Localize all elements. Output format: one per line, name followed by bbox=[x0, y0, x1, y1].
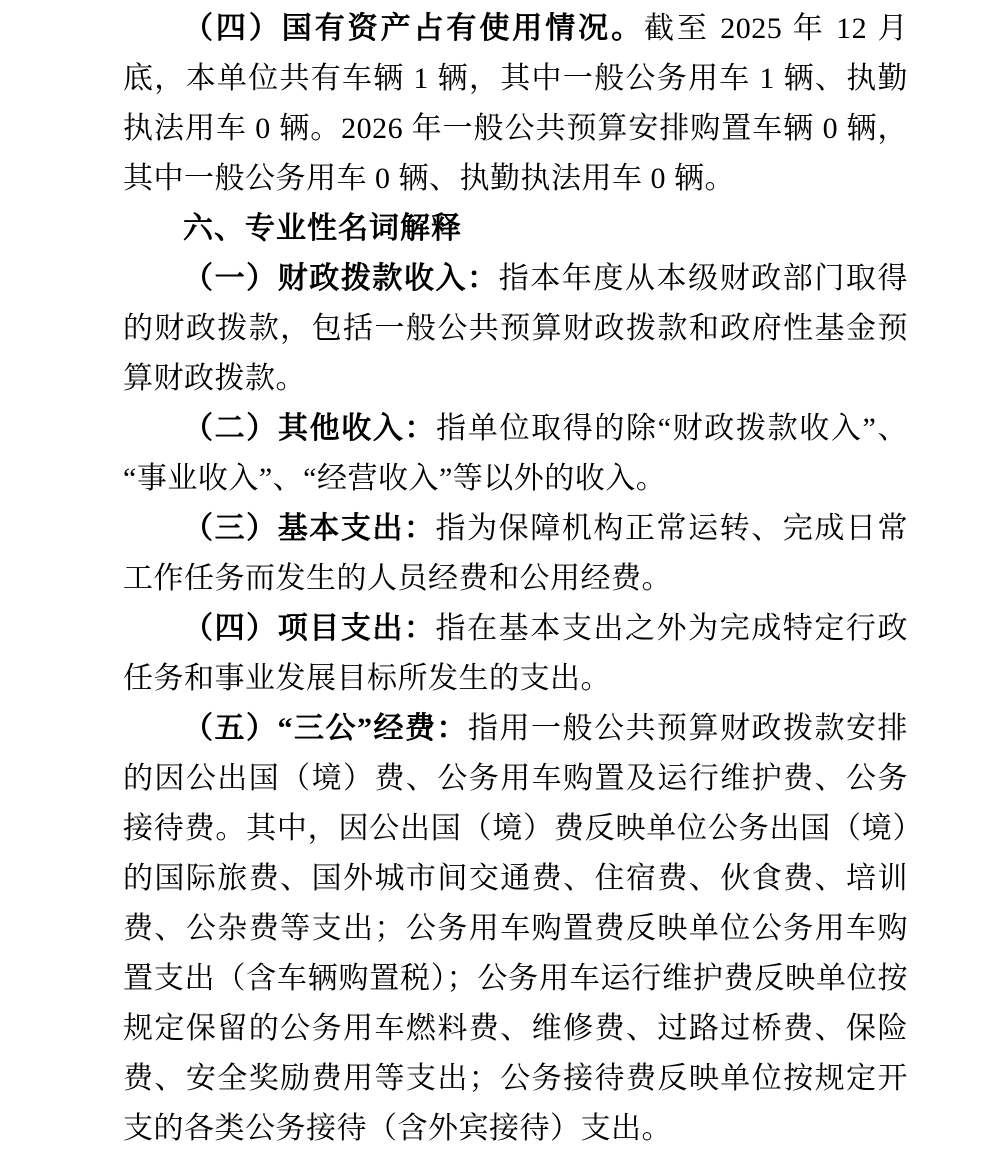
paragraph-term-basic-expenditure bbox=[123, 504, 908, 604]
paragraph-body: 指在基本支出之外为完成特定行政任务和事业发展目标所发生的支出。 bbox=[123, 612, 909, 695]
paragraph-body: 指为保障机构正常运转、完成日常工作任务而发生的人员经费和公用经费。 bbox=[123, 512, 909, 595]
paragraph-term-three-public-funds bbox=[123, 704, 908, 1154]
paragraph-body: 截至 2025 年 12 月底，本单位共有车辆 1 辆，其中一般公务用车 1 辆、执勤执法用车 0 辆。2026 年一般公共预算安排购置车辆 0 辆，其中一般公务用车 0 辆、执勤执法用车 0 辆。 bbox=[123, 12, 909, 195]
paragraph-lead: （三）基本支出： bbox=[183, 512, 436, 545]
paragraph-lead: （一）财政拨款收入： bbox=[183, 262, 499, 295]
paragraph-term-other-income bbox=[123, 404, 908, 504]
paragraph-lead: （四）项目支出： bbox=[183, 612, 436, 645]
section-heading-glossary: 六、专业性名词解释 bbox=[183, 212, 462, 245]
paragraph-body: 指本年度从本级财政部门取得的财政拨款，包括一般公共预算财政拨款和政府性基金预算财政拨款。 bbox=[123, 262, 909, 395]
paragraph-body: 指单位取得的除“财政拨款收入”、“事业收入”、“经营收入”等以外的收入。 bbox=[123, 412, 908, 495]
paragraph-state-assets-usage bbox=[123, 4, 908, 204]
paragraph-lead: （五）“三公”经费： bbox=[183, 712, 468, 745]
paragraph-lead: （二）其他收入： bbox=[183, 412, 437, 445]
paragraph-body: 指用一般公共预算财政拨款安排的因公出国（境）费、公务用车购置及运行维护费、公务接待费。其中，因公出国（境）费反映单位公务出国（境）的国际旅费、国外城市间交通费、住宿费、伙食费、培训费、公杂费等支出；公务用车购置费反映单位公务用车购置支出（含车辆购置税）；公务用车运行维护费反映单位按规定保留的公务用车燃料费、维修费、过路过桥费、保险费、安全奖励费用等支出；公务接待费反映单位按规定开支的各类公务接待（含外宾接待）支出。 bbox=[123, 712, 908, 1145]
paragraph-lead: （四）国有资产占有使用情况。 bbox=[183, 12, 644, 45]
paragraph-term-fiscal-appropriation-income bbox=[123, 254, 908, 404]
paragraph-term-project-expenditure bbox=[123, 604, 908, 704]
